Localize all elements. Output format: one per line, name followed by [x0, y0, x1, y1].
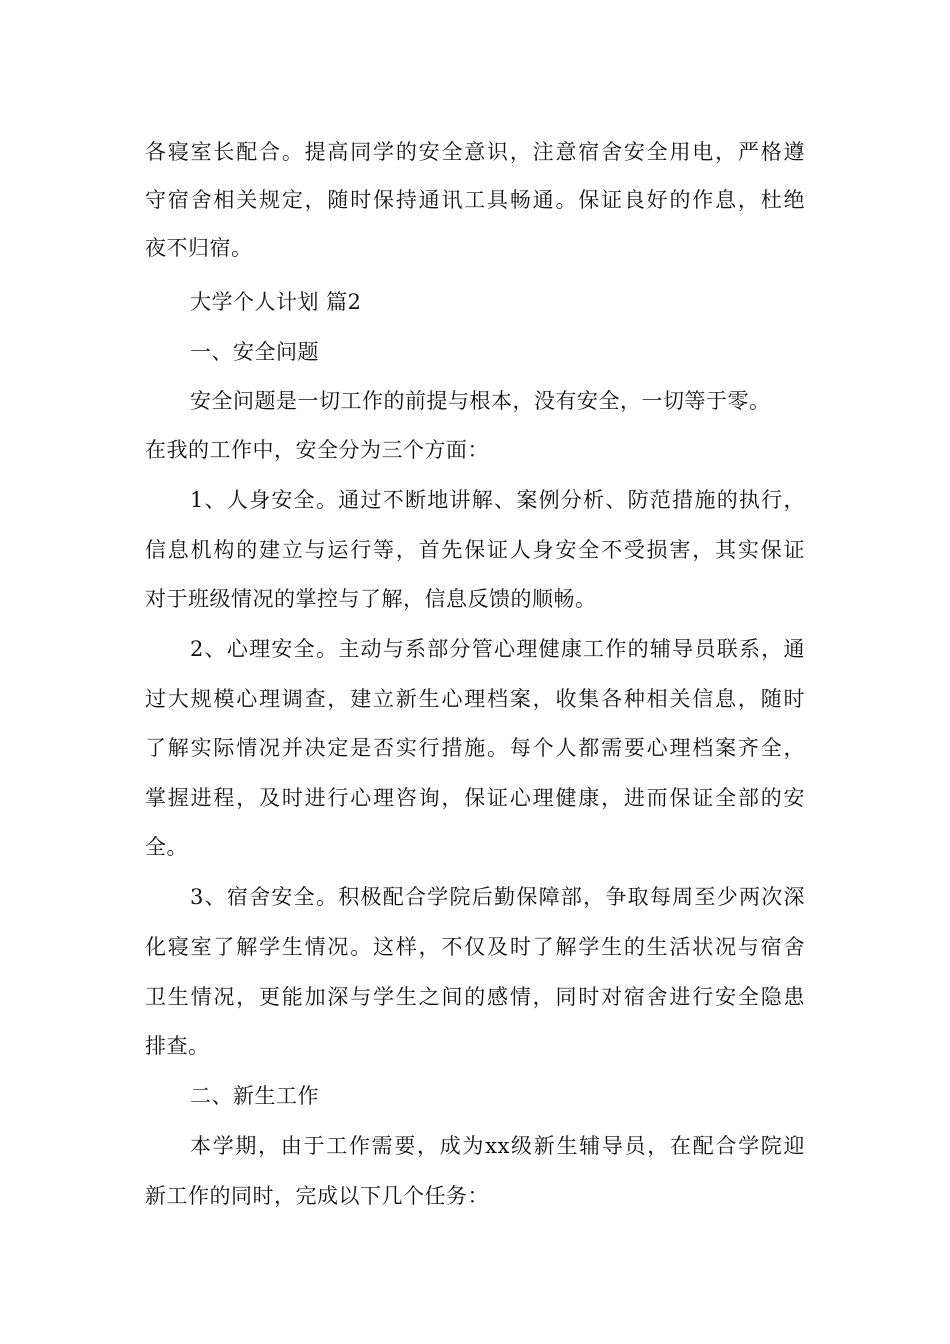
text-line: 卫生情况，更能加深与学生之间的感情，同时对宿舍进行安全隐患: [145, 985, 805, 1009]
text-line: 安全问题是一切工作的前提与根本，没有安全，一切等于零。: [190, 389, 771, 413]
section-heading: 二、新生工作: [190, 1084, 319, 1108]
section-title: 大学个人计划 篇2: [190, 290, 362, 314]
text-line: 化寝室了解学生情况。这样，不仅及时了解学生的生活状况与宿舍: [145, 935, 805, 959]
text-line: 1、人身安全。通过不断地讲解、案例分析、防范措施的执行，: [190, 488, 805, 512]
text-line: 对于班级情况的掌控与了解，信息反馈的顺畅。: [145, 587, 597, 611]
text-line: 排查。: [145, 1034, 210, 1058]
text-line: 了解实际情况并决定是否实行措施。每个人都需要心理档案齐全，: [145, 736, 805, 760]
text-line: 夜不归宿。: [145, 236, 253, 260]
text-line: 全。: [145, 835, 188, 859]
text-line: 过大规模心理调查，建立新生心理档案，收集各种相关信息，随时: [145, 687, 805, 711]
section-heading: 一、安全问题: [190, 340, 319, 364]
text-line: 2、心理安全。主动与系部分管心理健康工作的辅导员联系，通: [190, 637, 805, 661]
text-line: 在我的工作中，安全分为三个方面：: [145, 438, 489, 462]
text-line: 掌握进程，及时进行心理咨询，保证心理健康，进而保证全部的安: [145, 786, 805, 810]
text-line: 各寝室长配合。提高同学的安全意识，注意宿舍安全用电，严格遵: [145, 140, 805, 164]
text-line: 守宿舍相关规定，随时保持通讯工具畅通。保证良好的作息，杜绝: [145, 188, 805, 212]
text-line: 新工作的同时，完成以下几个任务：: [145, 1184, 489, 1208]
text-line: 本学期，由于工作需要，成为xx级新生辅导员，在配合学院迎: [190, 1134, 805, 1158]
text-line: 信息机构的建立与运行等，首先保证人身安全不受损害，其实保证: [145, 538, 805, 562]
text-line: 3、宿舍安全。积极配合学院后勤保障部，争取每周至少两次深: [190, 885, 805, 909]
